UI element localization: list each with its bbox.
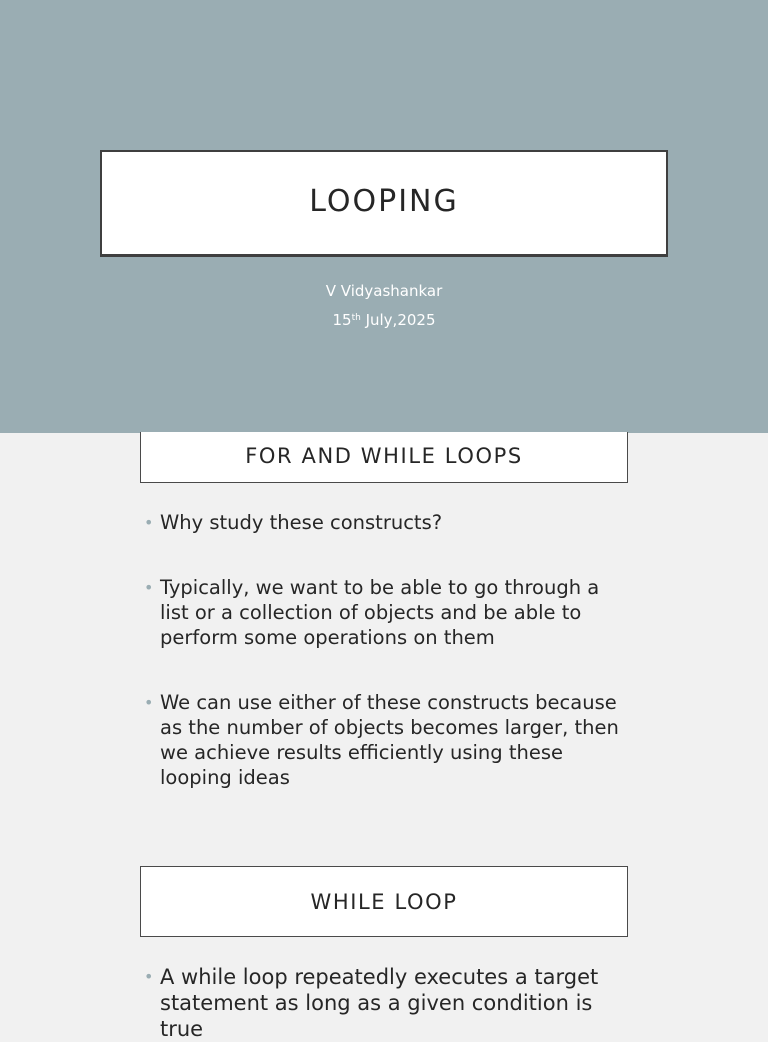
bullet-dot-icon: • — [144, 578, 154, 597]
bullet-item — [144, 690, 624, 790]
slide-subtitle — [0, 278, 768, 334]
date-day: 15 — [332, 311, 352, 329]
bullet-text: Why study these constructs? — [160, 511, 443, 534]
bullet-dot-icon: • — [144, 513, 154, 532]
bullet-text: We can use either of these constructs because as the number of objects becomes larger, then we achieve results efficiently using these looping ideas — [160, 691, 619, 789]
section-header-for-while — [140, 432, 628, 483]
bullet-list-for-while — [144, 510, 624, 790]
bullet-item — [144, 510, 624, 535]
bullet-list-while-loop — [144, 964, 624, 1042]
bullet-item — [144, 575, 624, 650]
author-name: V Vidyashankar — [325, 282, 443, 300]
bullet-item — [144, 964, 624, 1042]
section-header-label: FOR AND WHILE LOOPS — [245, 444, 523, 468]
title-box — [100, 150, 668, 257]
slide-title: LOOPING — [309, 183, 459, 219]
bullet-dot-icon: • — [144, 967, 154, 986]
section-header-while-loop — [140, 866, 628, 937]
presentation-date — [0, 305, 768, 334]
bullet-text: A while loop repeatedly executes a target statement as long as a given condition is true — [160, 965, 599, 1041]
date-rest: July,2025 — [360, 311, 436, 329]
bullet-dot-icon: • — [144, 693, 154, 712]
title-slide — [0, 0, 768, 433]
section-header-label: WHILE LOOP — [310, 889, 458, 914]
bullet-text: Typically, we want to be able to go through a list or a collection of objects and be able to perform some operations on them — [160, 576, 600, 649]
date-suffix: th — [351, 313, 361, 323]
